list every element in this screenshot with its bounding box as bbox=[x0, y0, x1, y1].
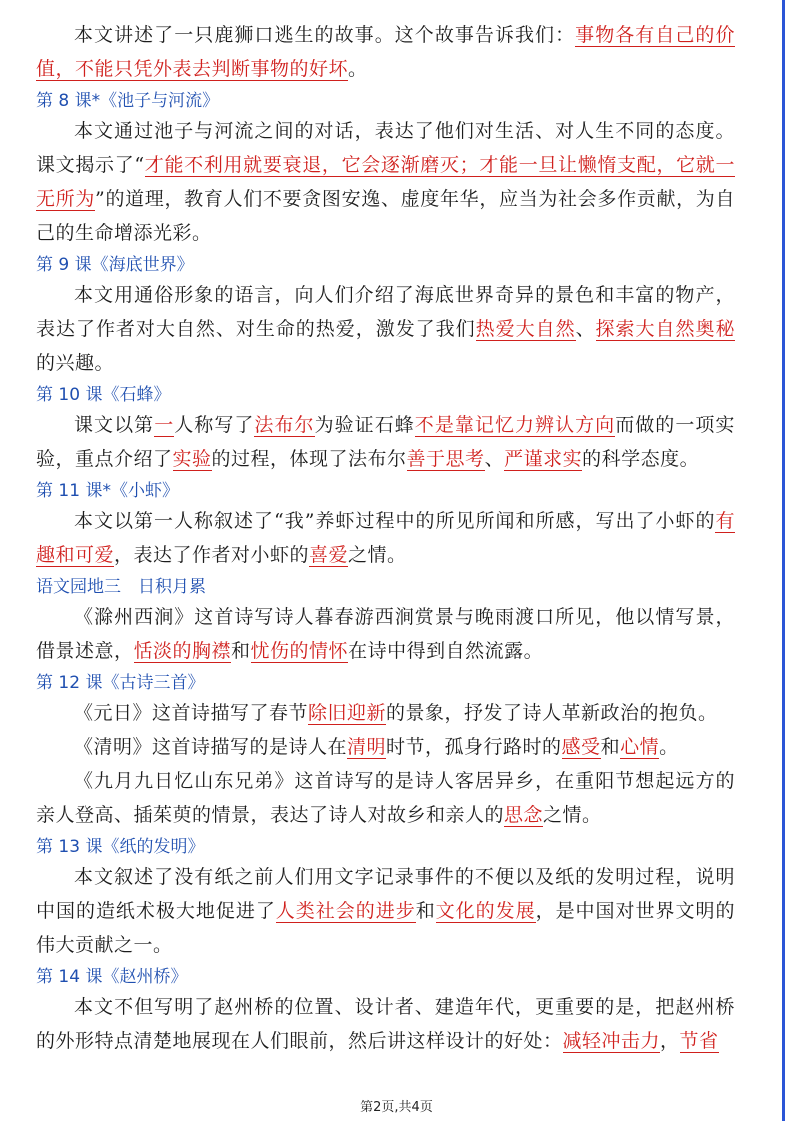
key-phrase-highlight: 感受 bbox=[561, 736, 601, 758]
paragraph-text: 《清明》这首诗描写的是诗人在 bbox=[74, 736, 348, 758]
paragraph-text: 、 bbox=[484, 448, 505, 470]
key-phrase-highlight: 热爱大自然 bbox=[475, 318, 576, 340]
lesson-section bbox=[36, 480, 735, 572]
paragraph-text: 课文以第 bbox=[74, 414, 155, 436]
summary-paragraph bbox=[36, 408, 735, 476]
key-phrase-highlight: 人类社会的进步 bbox=[275, 900, 416, 922]
lesson-section bbox=[36, 966, 735, 1058]
lesson-heading: 第 9 课《海底世界》 bbox=[36, 255, 194, 275]
paragraph-text: 《元日》这首诗描写了春节 bbox=[74, 702, 309, 724]
paragraph-text: 本文叙述了没有纸之前人们用文字记录事件的不便以及纸的发明过程，说明中国的造纸术极大地促进了 bbox=[36, 866, 735, 922]
key-phrase-highlight: 法布尔 bbox=[254, 414, 315, 436]
paragraph-text: 人称写了 bbox=[174, 414, 255, 436]
paragraph-text: 本文用通俗形象的语言，向人们介绍了海底世界奇异的景色和丰富的物产，表达了作者对大自然、对生命的热爱，激发了我们 bbox=[36, 284, 735, 340]
paragraph-text: 而做的一项实验，重点介绍了 bbox=[36, 414, 735, 470]
paragraph-text: 《滁州西涧》这首诗写诗人暮春游西涧赏景与晚雨渡口所见，他以情写景，借景述意， bbox=[36, 606, 735, 662]
paragraph-text: 和 bbox=[600, 736, 621, 758]
paragraph-text: ， bbox=[660, 1030, 680, 1052]
paragraph-text: 的兴趣。 bbox=[36, 352, 115, 374]
paragraph-text: 之情。 bbox=[348, 544, 407, 566]
lesson-section bbox=[36, 18, 735, 86]
paragraph-text: ，是中国对世界文明的伟大贡献之一。 bbox=[36, 900, 735, 956]
page-border-line bbox=[782, 0, 785, 1121]
paragraph-text: 、 bbox=[575, 318, 596, 340]
paragraph-text: ，表达了作者对小虾的 bbox=[114, 544, 310, 566]
paragraph-text: 本文讲述了一只鹿狮口逃生的故事。这个故事告诉我们： bbox=[74, 24, 576, 46]
paragraph-text: 在诗中得到自然流露。 bbox=[348, 640, 544, 662]
summary-paragraph bbox=[36, 18, 735, 86]
key-phrase-highlight: 文化的发展 bbox=[435, 900, 536, 922]
paragraph-text: 本文不但写明了赵州桥的位置、设计者、建造年代，更重要的是，把赵州桥的外形特点清楚地展现在人们眼前，然后讲这样设计的好处： bbox=[36, 996, 735, 1052]
key-phrase-highlight: 恬淡的胸襟 bbox=[133, 640, 232, 662]
summary-paragraph bbox=[36, 114, 735, 250]
key-phrase-highlight: 不是靠记忆力辨认方向 bbox=[414, 414, 616, 436]
key-phrase-highlight: 心情 bbox=[620, 736, 660, 758]
lesson-heading: 第 12 课《古诗三首》 bbox=[36, 673, 205, 693]
page-footer: 第2页,共4页 bbox=[360, 1100, 433, 1115]
summary-paragraph bbox=[36, 600, 735, 668]
lesson-heading: 第 8 课*《池子与河流》 bbox=[36, 91, 220, 111]
document-content bbox=[36, 18, 735, 1058]
lesson-heading: 语文园地三 日积月累 bbox=[36, 577, 206, 597]
lesson-heading: 第 14 课《赵州桥》 bbox=[36, 967, 188, 987]
key-phrase-highlight: 忧伤的情怀 bbox=[250, 640, 349, 662]
lesson-section bbox=[36, 672, 735, 832]
lesson-section bbox=[36, 254, 735, 380]
paragraph-text: ”的道理，教育人们不要贪图安逸、虚度年华，应当为社会多作贡献，为自己的生命增添光彩。 bbox=[36, 188, 735, 244]
lesson-section bbox=[36, 384, 735, 476]
lesson-heading: 第 13 课《纸的发明》 bbox=[36, 837, 205, 857]
lesson-heading: 第 10 课《石蜂》 bbox=[36, 385, 171, 405]
key-phrase-highlight: 除旧迎新 bbox=[308, 702, 387, 724]
paragraph-text: 为验证石蜂 bbox=[314, 414, 415, 436]
summary-paragraph bbox=[36, 990, 735, 1058]
paragraph-text: 时节，孤身行路时的 bbox=[386, 736, 562, 758]
key-phrase-highlight: 善于思考 bbox=[406, 448, 485, 470]
summary-paragraph bbox=[36, 696, 735, 730]
lesson-section bbox=[36, 90, 735, 250]
paragraph-text: 的景象，抒发了诗人革新政治的抱负。 bbox=[386, 702, 718, 724]
key-phrase-highlight: 喜爱 bbox=[309, 544, 349, 566]
paragraph-text: 和 bbox=[231, 640, 251, 662]
paragraph-text: 的科学态度。 bbox=[582, 448, 700, 470]
lesson-heading: 第 11 课*《小虾》 bbox=[36, 481, 179, 501]
key-phrase-highlight: 一 bbox=[154, 414, 175, 436]
summary-paragraph bbox=[36, 730, 735, 764]
key-phrase-highlight: 严谨求实 bbox=[504, 448, 583, 470]
paragraph-text: 。 bbox=[659, 736, 679, 758]
summary-paragraph bbox=[36, 278, 735, 380]
key-phrase-highlight: 思念 bbox=[504, 804, 544, 826]
key-phrase-highlight: 事物各有自己的价值，不能只凭外表去判断事物的好坏 bbox=[36, 24, 735, 80]
summary-paragraph bbox=[36, 860, 735, 962]
paragraph-text: 本文以第一人称叙述了“我”养虾过程中的所见所闻和所感，写出了小虾的 bbox=[74, 510, 716, 532]
paragraph-text: 。 bbox=[348, 58, 368, 80]
paragraph-text: 的过程，体现了法布尔 bbox=[211, 448, 407, 470]
paragraph-text: 之情。 bbox=[543, 804, 602, 826]
key-phrase-highlight: 探索大自然奥秘 bbox=[595, 318, 735, 340]
paragraph-text: 和 bbox=[415, 900, 436, 922]
summary-paragraph bbox=[36, 764, 735, 832]
key-phrase-highlight: 清明 bbox=[347, 736, 387, 758]
key-phrase-highlight: 才能不利用就要衰退，它会逐渐磨灭；才能一旦让懒惰支配，它就一无所为 bbox=[36, 154, 735, 210]
paragraph-text: 《九月九日忆山东兄弟》这首诗写的是诗人客居异乡，在重阳节想起远方的亲人登高、插茱萸的情景，表达了诗人对故乡和亲人的 bbox=[36, 770, 735, 826]
key-phrase-highlight: 减轻冲击力 bbox=[562, 1030, 661, 1052]
lesson-section bbox=[36, 836, 735, 962]
key-phrase-highlight: 有趣和可爱 bbox=[36, 510, 735, 566]
lesson-section bbox=[36, 576, 735, 668]
key-phrase-highlight: 实验 bbox=[172, 448, 212, 470]
paragraph-text: 本文通过池子与河流之间的对话，表达了他们对生活、对人生不同的态度。课文揭示了“ bbox=[36, 120, 735, 176]
key-phrase-highlight: 节省 bbox=[679, 1030, 719, 1052]
summary-paragraph bbox=[36, 504, 735, 572]
